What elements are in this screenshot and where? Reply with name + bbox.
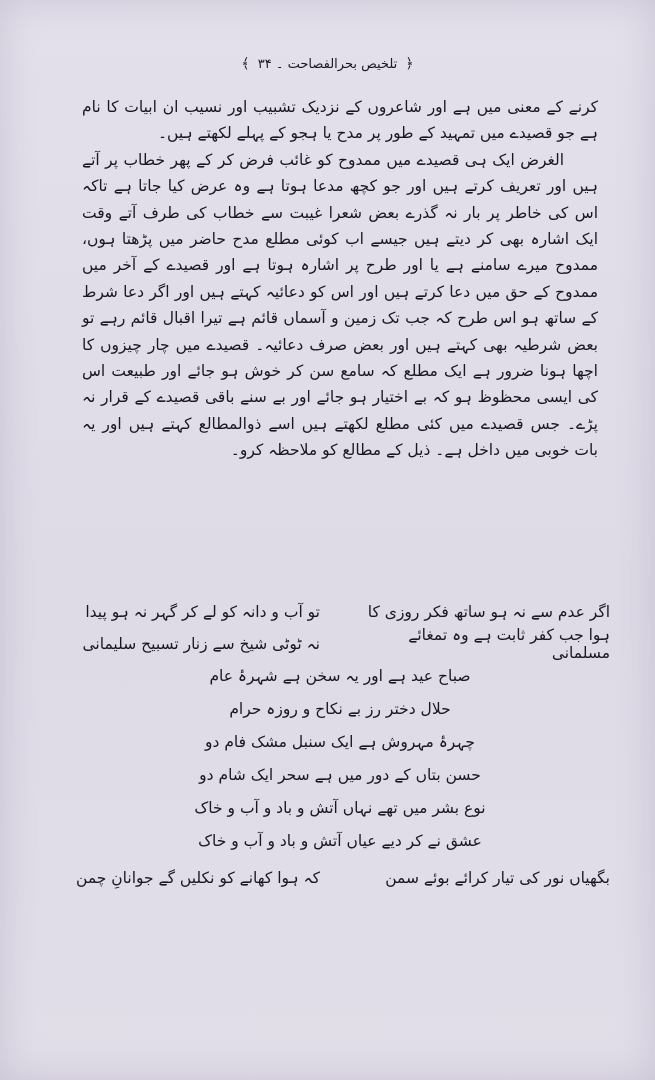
couplet-3-second-line: کہ ہوا کھانے کو نکلیں گے جوانانِ چمن <box>76 869 320 887</box>
header-text: تلخیص بحرالفصاحت ۔ ۳۴ <box>257 57 398 72</box>
paragraph-1: کرنے کے معنی میں ہے اور شاعروں کے نزدیک تشبیب اور نسیب ان ابیات کا نام ہے جو قصیدے میں تمہید کے طور پر مدح یا ہجو کے پہلے لکھتے ہیں۔ <box>82 98 598 143</box>
couplet-2 <box>70 628 610 660</box>
verse-line: حلال دختر رز بے نکاح و روزہ حرام <box>229 700 451 718</box>
verse-block <box>70 596 610 894</box>
ornament-right: ﴾ <box>241 56 250 72</box>
couplet-3 <box>70 862 610 894</box>
running-header <box>0 56 655 72</box>
couplet-2-second-line: نہ ٹوٹی شیخ سے زنار تسبیح سلیمانی <box>82 635 320 653</box>
couplet-1 <box>70 596 610 628</box>
verse-line: عشق نے کر دیے عیاں آتش و باد و آب و خاک <box>198 832 482 850</box>
verse-line: نوع بشر میں تھے نہاں آتش و باد و آب و خاک <box>194 799 486 817</box>
couplet-2-first-line: ہوا جب کفر ثابت ہے وہ تمغائے مسلمانی <box>408 626 610 662</box>
couplet-1-first-line: اگر عدم سے نہ ہو ساتھ فکر روزی کا <box>367 603 610 621</box>
paragraph-2: الغرض ایک ہی قصیدے میں ممدوح کو غائب فرض کر کے پھر خطاب پر آتے ہیں اور تعریف کرتے ہیں اور جو کچھ مدعا ہوتا ہے وہ عرض کیا جاتا ہے تاکہ اس کی خاطر پر بار نہ گذرے بعض شعرا غیبت سے خطاب کی طرف آتے وقت ایک اشارہ بھی کر دیتے ہیں جیسے اب کوئی مطلع مدح حاضر میں پڑھتا ہوں، ممدوح میرے سامنے ہے یا اور طرح پر اشارہ ہوتا ہے اور قصیدے کے آخر میں ممدوح کے حق میں دعا کرتے ہیں اور اس کو دعائیہ کہتے ہیں اور اگر دعا شرط کے ساتھ ہو اس طرح کہ جب تک زمین و آسماں قائم ہے تیرا اقبال قائم رہے تو بعض شرطیہ بھی کہتے ہیں اور بعض صرف دعائیہ۔ قصیدے میں چار چیزوں کا اچھا ہونا ضرور ہے ایک مطلع کہ سامع سن کر خوش ہو جائے اور طبیعت اس کی ایسی محظوظ ہو کہ بے اختیار ہو جائے اور بے سنے باقی قصیدے کے قرار نہ پڑے۔ جس قصیدے میں کئی مطلع لکھتے ہیں اسے ذوالمطالع کہتے ہیں اور یہ بات خوبی میں داخل ہے۔ ذیل کے مطالع کو ملاحظہ کرو۔ <box>82 150 598 460</box>
couplet-3-first-line: بگھیاں نور کی تیار کرائے بوئے سمن <box>385 869 610 887</box>
couplet-1-second-line: تو آب و دانہ کو لے کر گہر نہ ہو پیدا <box>85 603 320 621</box>
ornament-left: ﴿ <box>405 56 414 72</box>
verse-line: چہرۂ مہروش ہے ایک سنبل مشک فام دو <box>205 733 475 751</box>
verse-line: صباح عید ہے اور یہ سخن ہے شہرۂ عام <box>209 667 471 685</box>
prose-body <box>82 94 598 464</box>
verse-line: حسن بتاں کے دور میں ہے سحر ایک شام دو <box>199 766 481 784</box>
